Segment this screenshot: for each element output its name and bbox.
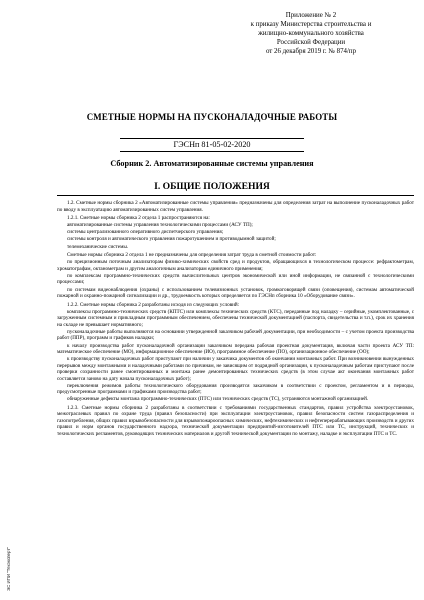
paragraph: пусконаладочные работы выполняются на основании утвержденной заказчиком рабочей документации, при необходимости – с учетом проекта производства работ (ППР), программ и графиков наладки; (57, 328, 414, 342)
paragraph: 1.2.1. Сметные нормы сборника 2 отдела 1 распространяются на: (67, 215, 210, 222)
section-heading: I. ОБЩИЕ ПОЛОЖЕНИЯ (154, 181, 270, 192)
appendix-line: Приложение № 2 (285, 12, 337, 19)
appendix-line: к приказу Министерства строительства и (250, 20, 372, 28)
paragraph: 1.2.3. Сметные нормы сборника 2 разработаны в соответствии с требованиями государственных стандартов, правил устройства электроустановок, межотраслевых правил по охране труда (правил безопасности) при эксплуатации электроустановок, правил безопасности систем газораспределения и газопотребления, общих правил взрывобезопасности для взрывопожароопасных химических, нефтехимических и нефтеперерабатывающих производств и других правил и норм органов государственного надзора, технической документации предприятий-изготовителей ПТС или ТС, инструкций, технических и технологических регламентов, руководящих технических материалов и другой технической документации по монтажу, наладке и эксплуатации ПТС и ТС. (57, 404, 414, 437)
paragraph: комплексы программно-технических средств (КПТС) или комплексы технических средств (КТС), переданные под наладку – серийные, укомплектованные, с загруженным системным и прикладным программным обеспечением, обеспечены технической документацией (паспорта, свидетельства и т.п.), срок их хранения на складе не превышает нормативного; (57, 308, 414, 328)
norm-code: ГЭСНп 81-05-02-2020 (173, 140, 251, 149)
appendix-line: Российской Федерации (276, 38, 346, 46)
paragraph: обнаруженные дефекты монтажа программно-технических (ПТС) или технических средств (ТС), устраняются монтажной организацией. (67, 396, 369, 403)
appendix-line: от 26 декабря 2019 г. № 874/пр (265, 47, 357, 55)
paragraph: по системам видеонаблюдения (охраны) с использованием телевизионных установок, громкоговорящей связи (оповещения), системам автоматической пожарной и охранно-пожарной сигнализации и др., трудоемкость которых определяется по ГЭСНп сборника 10 «Оборудование связи». (57, 286, 414, 300)
paragraph: переключения режимов работы технологического оборудования производятся заказчиком в соответствии с проектом, регламентом и в периоды, предусмотренные программами и графиками производства работ; (57, 382, 414, 396)
body-text (57, 200, 414, 438)
paragraph: к производству пусконаладочных работ приступают при наличии у заказчика документов об окончании монтажных работ. При возникновении вынужденных перерывов между монтажными и наладочными работами по причинам, не зависящим от подрядной организации, к пусконаладочным работам приступают после проверки сохранности ранее смонтированных и монтажа ранее демонтированных технических средств (в этом случае акт окончания монтажных работ составляется заново на дату начала пусконаладочных работ); (57, 356, 414, 382)
paragraph: автоматизированные системы управления технологическими процессами (АСУ ТП); (67, 222, 253, 229)
appendix-header (216, 12, 406, 57)
paragraph: по комплексам программно-технических средств вычислительных центров экономической или иной информации, не связанной с технологическими процессами; (57, 272, 414, 286)
appendix-line: жилищно-коммунального хозяйства (258, 29, 364, 37)
side-watermark: ЭС ИПИ "Техэксперт" (6, 547, 11, 591)
paragraph: системы контроля и автоматического управления пожаротушением и противодымной защитой; (67, 236, 276, 243)
divider (120, 138, 304, 139)
paragraph: по прецизионным поточным анализаторам физико-химических свойств сред и продуктов, обращающихся в технологическом процессе: рефрактометрам, хроматографам, октанометрам и другим аналогичным анализаторам единичного применения; (57, 259, 414, 272)
paragraph: 1.2. Сметные нормы сборника 2 «Автоматизированные системы управления» предназначены для определения затрат на выполнение пусконаладочных работ по вводу в эксплуатацию автоматизированных систем управления. (57, 200, 414, 213)
document-title: СМЕТНЫЕ НОРМЫ НА ПУСКОНАЛАДОЧНЫЕ РАБОТЫ (86, 112, 338, 122)
paragraph: Сметные нормы сборника 2 отдела 1 не предназначены для определения затрат труда в сметной стоимости работ: (67, 252, 317, 259)
collection-title: Сборник 2. Автоматизированные системы управления (110, 159, 314, 168)
paragraph: системы централизованного оперативного диспетчерского управления; (67, 229, 224, 236)
paragraph: 1.2.2. Сметные нормы сборника 2 разработаны исходя из следующих условий: (67, 301, 240, 308)
paragraph: телемеханические системы. (67, 243, 129, 250)
paragraph: к началу производства работ пусконаладочной организации заказчиком передана рабочая проектная документация, включая части проекта АСУ ТП: математическое обеспечение (МО), информационное обеспечение (ИО), программное обеспечение (ПО), организационное обеспечение (ОО); (57, 342, 414, 355)
divider (120, 151, 304, 152)
divider (57, 195, 414, 196)
